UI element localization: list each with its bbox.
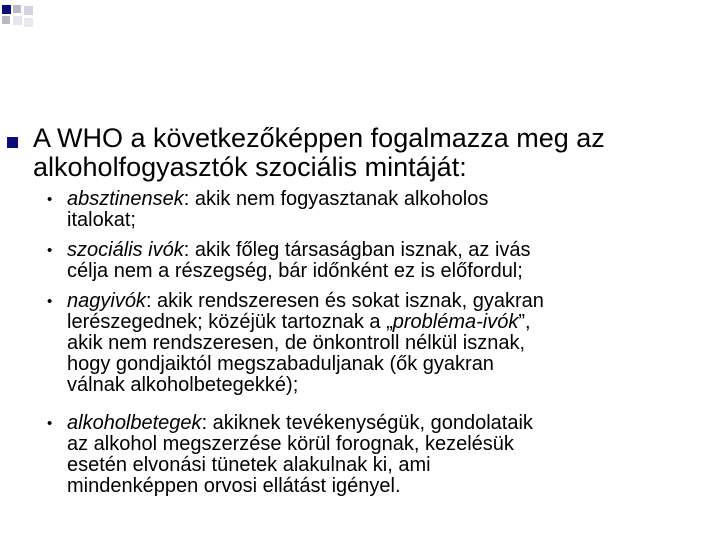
text-segment: ”, xyxy=(518,311,531,333)
list-item-alkoholbetegek xyxy=(47,412,687,497)
list-item-absztinensek xyxy=(47,188,687,231)
text-line: célja nem a részegség, bár időnként ez is előfordul; xyxy=(67,260,523,282)
bullet-dot: • xyxy=(47,191,53,208)
decor-square-gray xyxy=(2,16,10,24)
decor-square-light xyxy=(24,6,33,15)
text-line: válnak alkoholbetegekké); xyxy=(67,374,299,396)
bullet-dot: • xyxy=(47,293,53,310)
term-inline: probléma-ivók xyxy=(392,311,519,333)
text-line: az alkohol megszerzése körül forognak, kezelésük xyxy=(67,433,514,455)
term-desc: : akik nem fogyasztanak alkoholos xyxy=(183,188,489,210)
list-item-nagyivok xyxy=(47,290,687,396)
text-line: esetén elvonási tünetek alakulnak ki, ami xyxy=(67,454,431,476)
text-line: italokat; xyxy=(67,209,136,231)
bullet-dot: • xyxy=(47,242,53,259)
bullet-dot: • xyxy=(47,415,53,432)
decor-square-gray xyxy=(13,5,21,13)
term: nagyivók xyxy=(67,290,146,312)
heading-line-2: alkoholfogyasztók szociális mintáját: xyxy=(33,152,467,182)
term-desc: : akiknek tevékenységük, gondolataik xyxy=(201,412,533,434)
decor-square-light xyxy=(13,16,22,25)
term: absztinensek xyxy=(67,188,184,210)
term-desc: : akik főleg társaságban isznak, az ivás xyxy=(183,239,531,261)
text-line: akik nem rendszeresen, de önkontroll nélkül isznak, xyxy=(67,332,526,354)
decor-square-navy xyxy=(2,5,11,14)
text-line: mindenképpen orvosi ellátást igényel. xyxy=(67,475,401,497)
text-line: hogy gondjaiktól megszabaduljanak (ők gyakran xyxy=(67,353,494,375)
text-segment: lerészegednek; közéjük tartoznak a „ xyxy=(67,311,393,333)
main-bullet-square xyxy=(7,137,18,148)
slide-heading xyxy=(33,124,703,182)
term: szociális ivók xyxy=(67,239,184,261)
list-item-szocialis-ivok xyxy=(47,239,687,282)
heading-line-1: A WHO a következőképpen fogalmazza meg az xyxy=(33,123,605,153)
decor-square-light xyxy=(24,18,33,27)
term: alkoholbetegek xyxy=(67,412,202,434)
term-desc: : akik rendszeresen és sokat isznak, gyakran xyxy=(145,290,544,312)
